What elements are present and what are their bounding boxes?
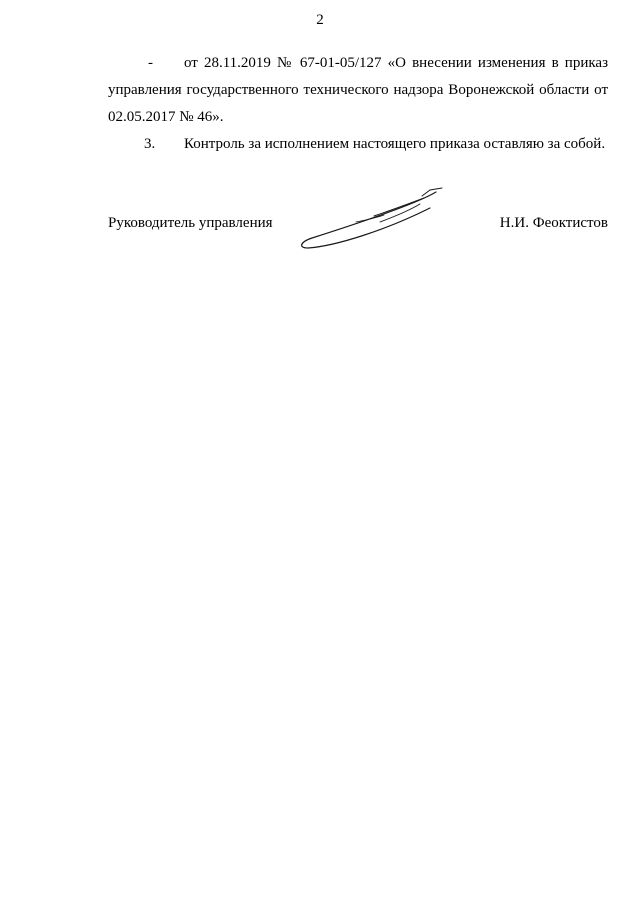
list-item-control: Контроль за исполнением настоящего приказа оставляю за собой. bbox=[184, 136, 606, 152]
amendment-line-3: 02.05.2017 № 46». bbox=[108, 109, 224, 125]
amendment-line-1: от 28.11.2019 № 67-01-05/127 «О внесении изменения в приказ bbox=[184, 55, 608, 71]
amendment-line-2: управления государственного технического надзора Воронежской области от bbox=[108, 82, 608, 98]
signatory-role: Руководитель управления bbox=[108, 215, 273, 231]
list-dash-marker: - bbox=[148, 55, 153, 71]
signatory-name: Н.И. Феоктистов bbox=[499, 215, 608, 231]
handwritten-signature-icon bbox=[296, 186, 452, 256]
page-number: 2 bbox=[316, 12, 324, 28]
list-item-amendment bbox=[108, 50, 608, 130]
list-number-marker: 3. bbox=[144, 136, 156, 152]
